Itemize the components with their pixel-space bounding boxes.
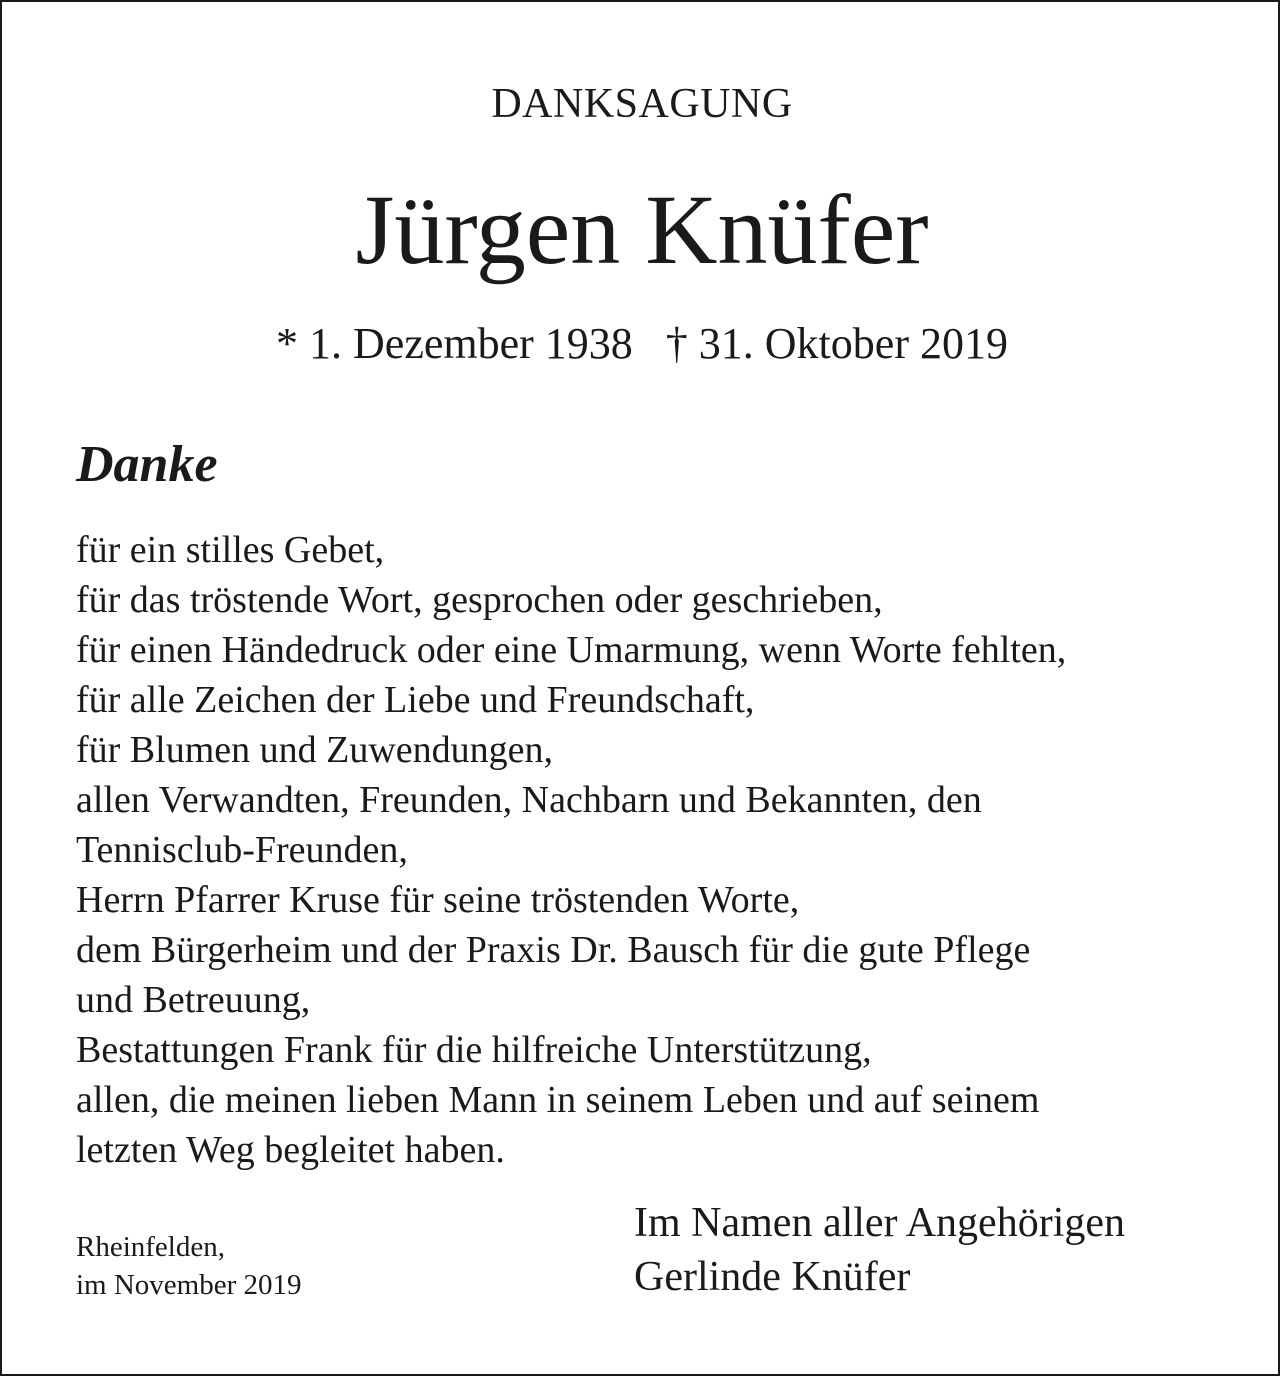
thanks-line: allen Verwandten, Freunden, Nachbarn und Bekannten, den bbox=[76, 779, 982, 821]
life-dates: * 1. Dezember 1938 † 31. Oktober 2019 bbox=[276, 319, 1008, 368]
thanks-line: Herrn Pfarrer Kruse für seine tröstenden Worte, bbox=[76, 879, 800, 921]
thanks-line: Bestattungen Frank für die hilfreiche Unterstützung, bbox=[76, 1029, 872, 1071]
thanks-line: letzten Weg begleitet haben. bbox=[76, 1129, 505, 1171]
signature-line-family: Im Namen aller Angehörigen bbox=[634, 1200, 1125, 1246]
thanks-line: für alle Zeichen der Liebe und Freundschaft, bbox=[76, 679, 755, 721]
thanks-line: für einen Händedruck oder eine Umarmung, wenn Worte fehlten, bbox=[76, 629, 1067, 671]
date-line: im November 2019 bbox=[76, 1269, 302, 1301]
thanks-line: und Betreuung, bbox=[76, 979, 311, 1021]
thanks-line: dem Bürgerheim und der Praxis Dr. Bausch für die gute Pflege bbox=[76, 929, 1031, 971]
signature-block bbox=[634, 1196, 1125, 1304]
thanks-line: für ein stilles Gebet, bbox=[76, 529, 385, 571]
thanks-line: allen, die meinen lieben Mann in seinem Leben und auf seinem bbox=[76, 1079, 1040, 1121]
thanks-text bbox=[76, 525, 1236, 1175]
place-and-date bbox=[76, 1228, 302, 1304]
notice-heading: DANKSAGUNG bbox=[491, 81, 793, 127]
thanks-line: Tennisclub-Freunden, bbox=[76, 829, 408, 871]
thanks-title: Danke bbox=[76, 436, 218, 493]
signature-line-name: Gerlinde Knüfer bbox=[634, 1254, 911, 1300]
thanks-line: für Blumen und Zuwendungen, bbox=[76, 729, 554, 771]
place-line: Rheinfelden, bbox=[76, 1231, 225, 1263]
thanks-line: für das tröstende Wort, gesprochen oder geschrieben, bbox=[76, 579, 883, 621]
deceased-name: Jürgen Knüfer bbox=[355, 174, 929, 285]
